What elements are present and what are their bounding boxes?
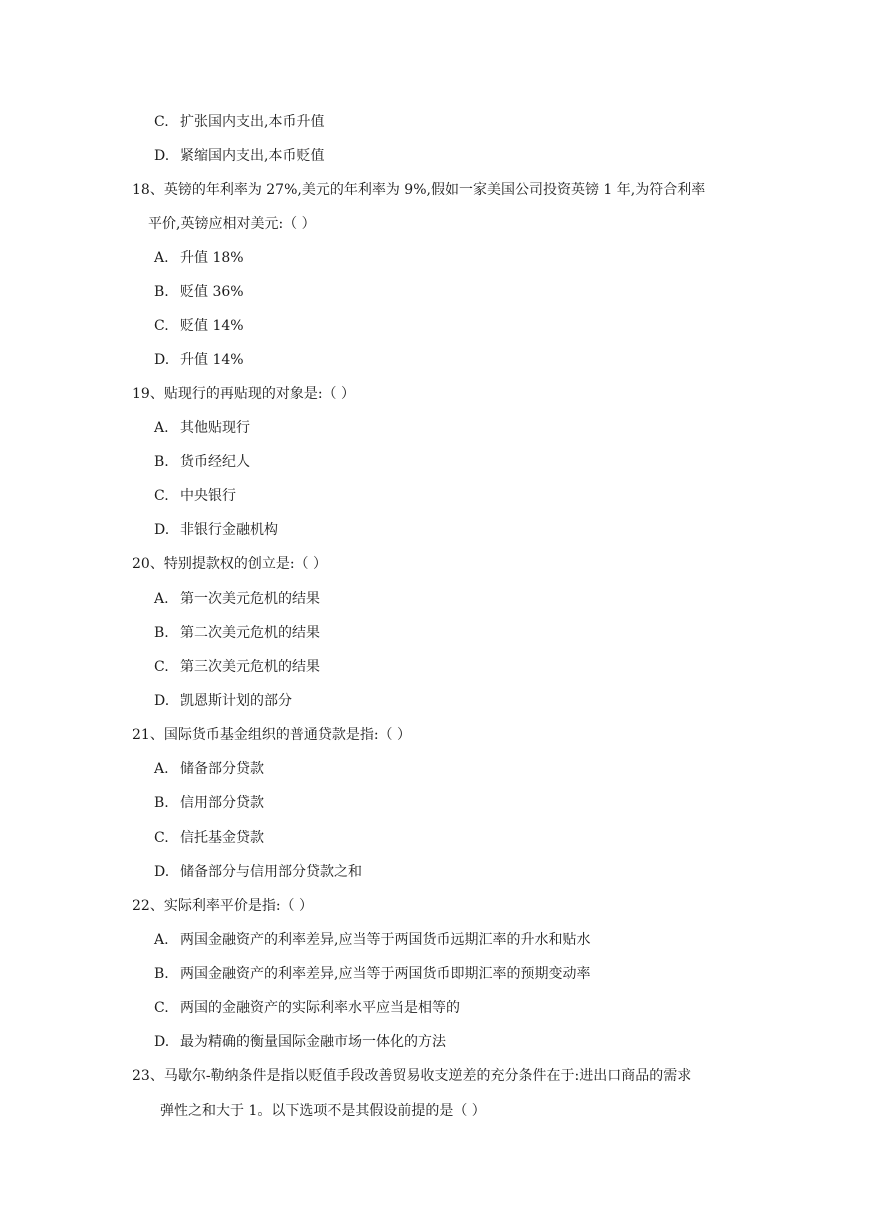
- option-text: 凯恩斯计划的部分: [180, 693, 292, 709]
- option-text: 其他贴现行: [180, 420, 250, 436]
- option-letter: C.: [154, 659, 169, 675]
- option-letter: C.: [154, 830, 169, 846]
- question-20-line1: 20、特别提款权的创立是:（ ）: [132, 556, 327, 572]
- question-22-option-d: [154, 1032, 446, 1052]
- question-18-option-c: [154, 316, 244, 336]
- question-20-option-c: [154, 657, 320, 677]
- option-letter: A.: [154, 250, 169, 266]
- question-22-option-c: [154, 998, 460, 1018]
- question-18-option-a: [154, 248, 244, 268]
- option-prev-c: [154, 112, 324, 132]
- question-22-line1: 22、实际利率平价是指:（ ）: [132, 898, 313, 914]
- question-20-option-d: [154, 691, 292, 711]
- option-text: 两国金融资产的利率差异,应当等于两国货币远期汇率的升水和贴水: [180, 932, 591, 948]
- option-text: 信用部分贷款: [180, 795, 264, 811]
- option-text: 两国金融资产的利率差异,应当等于两国货币即期汇率的预期变动率: [180, 966, 591, 982]
- option-letter: B.: [154, 284, 169, 300]
- option-letter: A.: [154, 761, 169, 777]
- option-text: 中央银行: [180, 488, 236, 504]
- question-23-line2: 弹性之和大于 1。以下选项不是其假设前提的是（ ）: [160, 1103, 486, 1119]
- question-19-option-b: [154, 452, 250, 472]
- option-text: 货币经纪人: [180, 454, 250, 470]
- option-text: 储备部分与信用部分贷款之和: [180, 864, 362, 880]
- option-letter: B.: [154, 966, 169, 982]
- question-21-line1: 21、国际货币基金组织的普通贷款是指:（ ）: [132, 727, 411, 743]
- option-letter: C.: [154, 318, 169, 334]
- question-21-option-a: [154, 759, 264, 779]
- option-letter: A.: [154, 932, 169, 948]
- option-text: 最为精确的衡量国际金融市场一体化的方法: [180, 1034, 446, 1050]
- question-19-option-d: [154, 520, 278, 540]
- question-23-line1: 23、马歇尔-勒纳条件是指以贬值手段改善贸易收支逆差的充分条件在于:进出口商品的需求: [132, 1068, 692, 1084]
- option-letter: B.: [154, 454, 169, 470]
- question-18-line1: 18、英镑的年利率为 27%,美元的年利率为 9%,假如一家美国公司投资英镑 1 年,为符合利率: [132, 182, 706, 198]
- question-21-option-b: [154, 793, 264, 813]
- option-letter: D.: [154, 522, 170, 538]
- question-19-line1: 19、贴现行的再贴现的对象是:（ ）: [132, 386, 355, 402]
- option-letter: D.: [154, 1034, 170, 1050]
- question-21-option-c: [154, 828, 264, 848]
- option-letter: D.: [154, 693, 170, 709]
- question-18-option-d: [154, 350, 244, 370]
- question-22-option-a: [154, 930, 590, 950]
- question-18-line2: 平价,英镑应相对美元:（ ）: [148, 216, 316, 232]
- option-letter: C.: [154, 488, 169, 504]
- question-20-option-a: [154, 589, 320, 609]
- option-letter: B.: [154, 625, 169, 641]
- option-letter: C.: [154, 1000, 169, 1016]
- question-20-option-b: [154, 623, 320, 643]
- option-text: 两国的金融资产的实际利率水平应当是相等的: [180, 1000, 460, 1016]
- option-text: 第一次美元危机的结果: [180, 591, 320, 607]
- option-letter: D.: [154, 864, 170, 880]
- option-text: 第三次美元危机的结果: [180, 659, 320, 675]
- option-prev-d: [154, 146, 324, 166]
- option-letter: D.: [154, 148, 170, 164]
- question-19-option-c: [154, 486, 236, 506]
- option-text: 扩张国内支出,本币升值: [180, 114, 325, 130]
- option-letter: A.: [154, 591, 169, 607]
- option-text: 信托基金贷款: [180, 830, 264, 846]
- option-letter: A.: [154, 420, 169, 436]
- option-text: 升值 18%: [180, 250, 244, 266]
- option-text: 储备部分贷款: [180, 761, 264, 777]
- option-letter: C.: [154, 114, 169, 130]
- question-22-option-b: [154, 964, 590, 984]
- option-text: 贬值 36%: [180, 284, 244, 300]
- option-text: 贬值 14%: [180, 318, 244, 334]
- option-text: 第二次美元危机的结果: [180, 625, 320, 641]
- question-19-option-a: [154, 418, 250, 438]
- option-letter: D.: [154, 352, 170, 368]
- question-21-option-d: [154, 862, 362, 882]
- option-letter: B.: [154, 795, 169, 811]
- option-text: 升值 14%: [180, 352, 244, 368]
- option-text: 紧缩国内支出,本币贬值: [180, 148, 325, 164]
- question-18-option-b: [154, 282, 244, 302]
- option-text: 非银行金融机构: [180, 522, 278, 538]
